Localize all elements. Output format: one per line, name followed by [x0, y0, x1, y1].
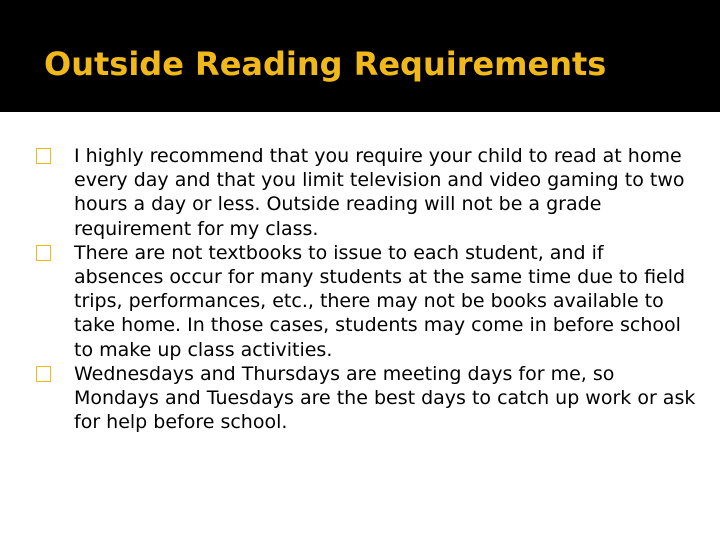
slide-title: Outside Reading Requirements: [44, 45, 607, 83]
bullet-item: [36, 362, 696, 435]
bullet-item: [36, 144, 696, 241]
title-bar: [0, 0, 720, 112]
bullet-text: I highly recommend that you require your child to read at home every day and that you limit television and video gaming to two hours a day or less. Outside reading will not be a grade requirement for my class.: [74, 145, 685, 240]
bullet-text: There are not textbooks to issue to each student, and if absences occur for many students at the same time due to field trips, performances, etc., there may not be books available to take home. In those cases, students may come in before school to make up class activities.: [74, 241, 686, 361]
bullet-list: [36, 144, 696, 434]
square-bullet-icon: [36, 366, 51, 382]
square-bullet-icon: [36, 245, 51, 261]
bullet-item: [36, 241, 696, 362]
square-bullet-icon: [36, 148, 51, 164]
bullet-text: Wednesdays and Thursdays are meeting days for me, so Mondays and Tuesdays are the best days to catch up work or ask for help before school.: [74, 362, 696, 434]
